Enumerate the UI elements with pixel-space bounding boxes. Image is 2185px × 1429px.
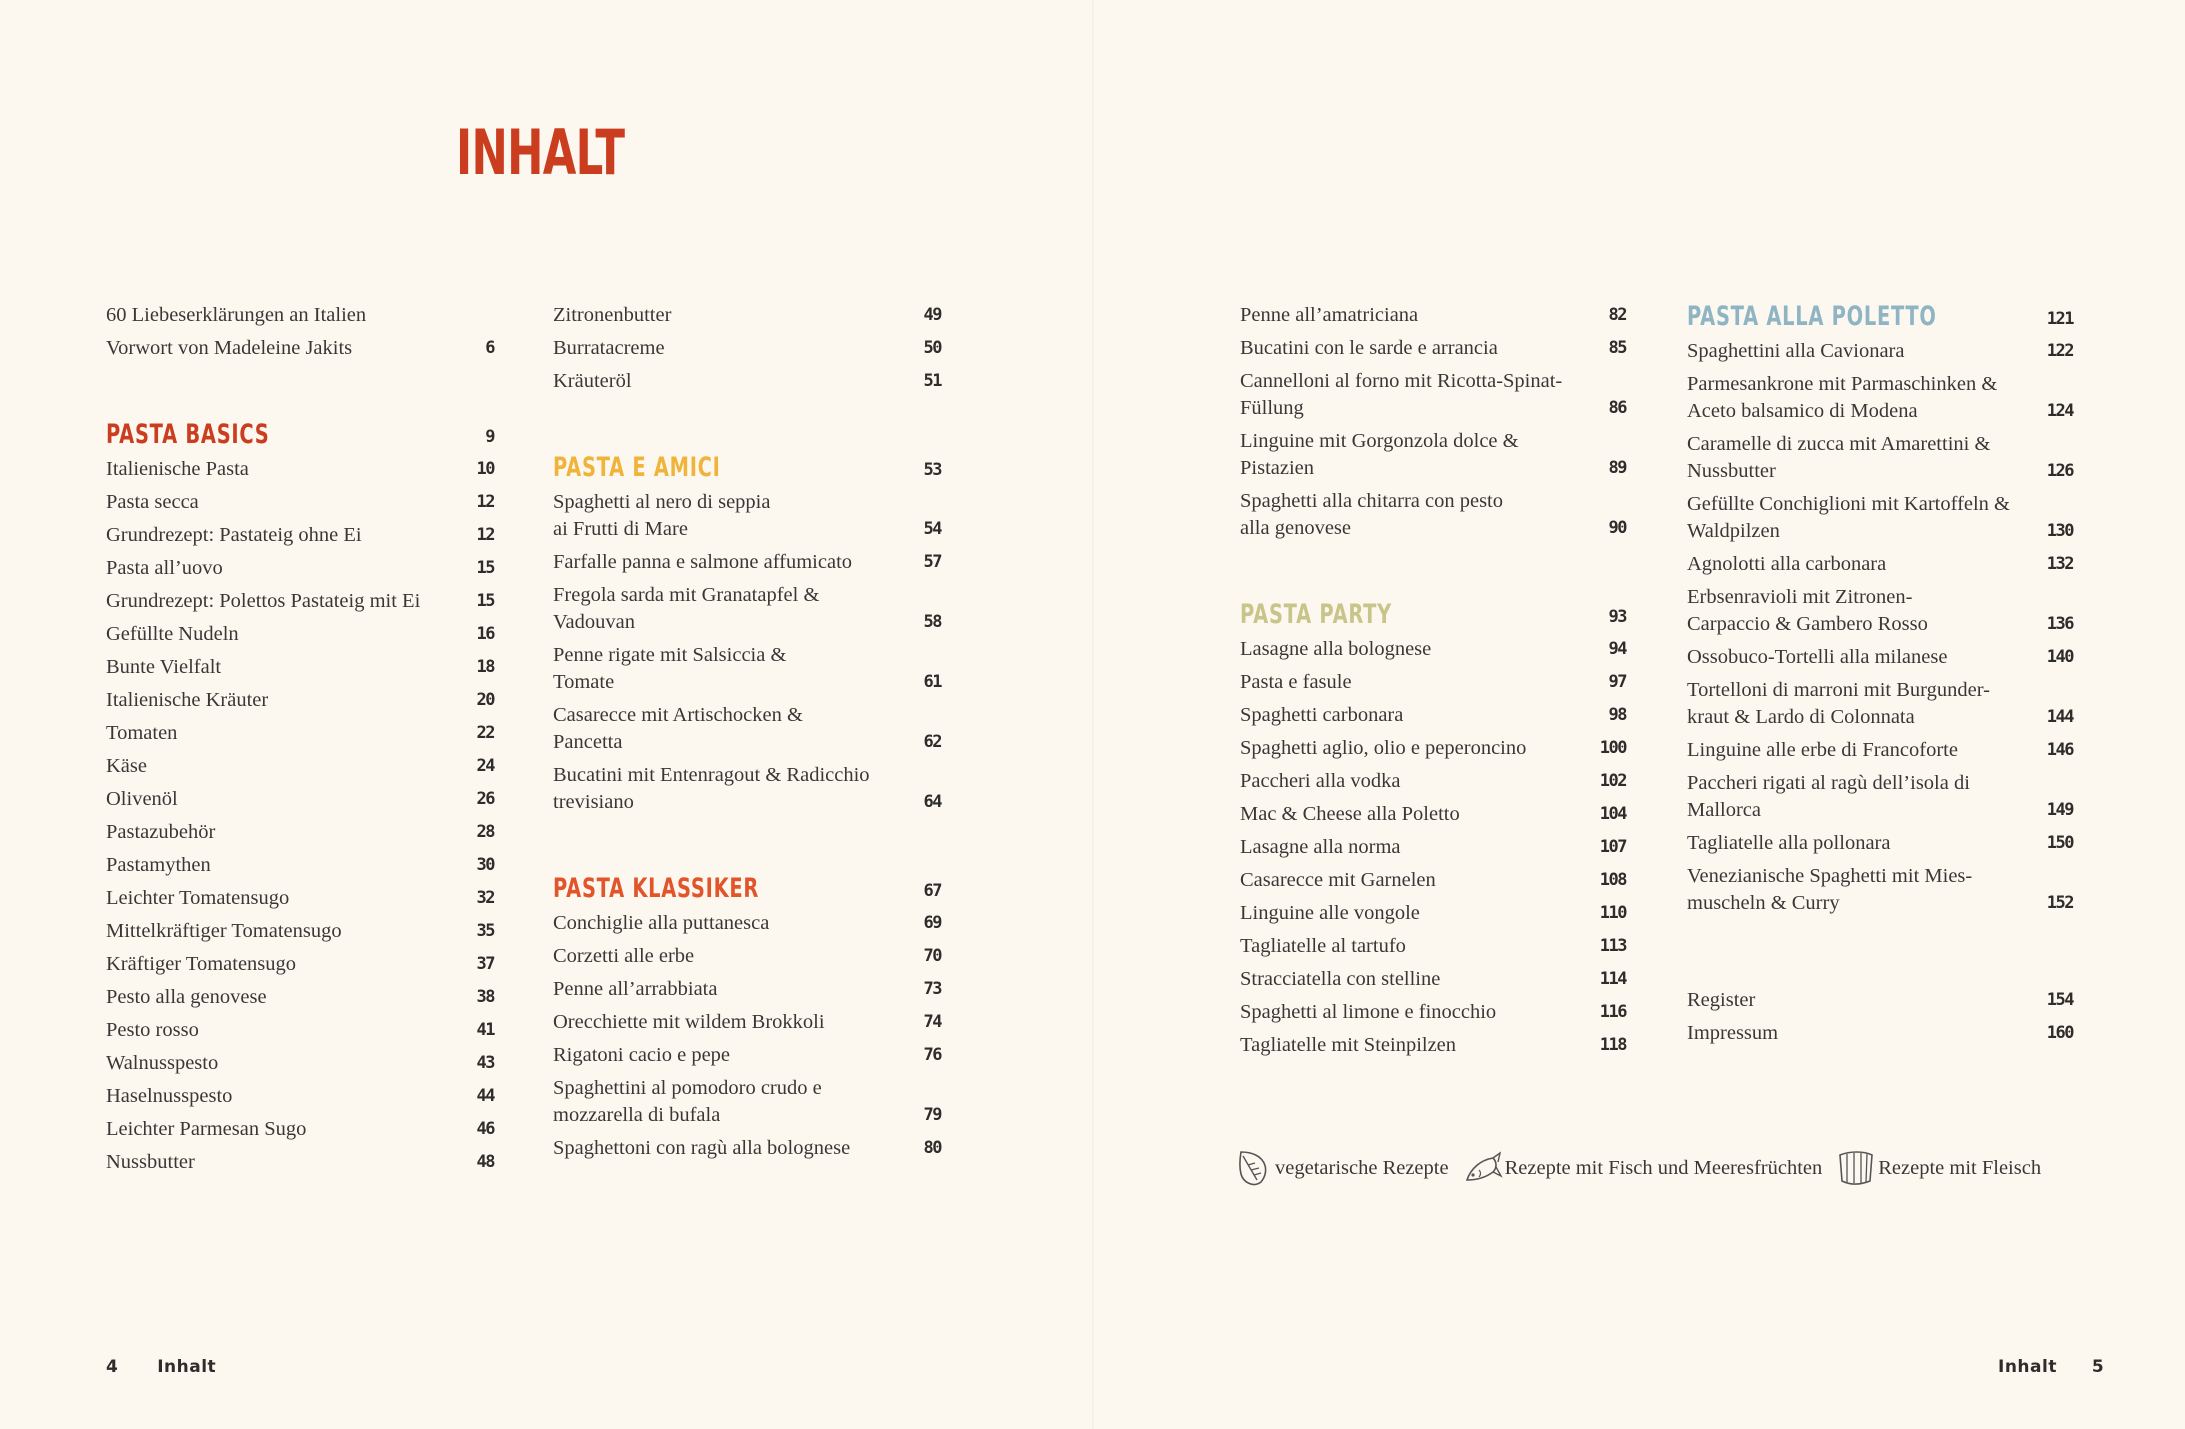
- toc-entry: [106, 489, 494, 516]
- toc-entry-page: 114: [1599, 969, 1626, 989]
- toc-entry-title: 60 Liebeserklärungen an Italien: [106, 304, 367, 326]
- toc-entry-page: 69: [923, 913, 941, 933]
- toc-entry-page: 73: [923, 979, 941, 999]
- toc-entry-page: 64: [923, 792, 941, 812]
- toc-entry: [1687, 431, 2073, 485]
- toc-entry: [1240, 801, 1626, 828]
- toc-entry: [106, 984, 494, 1011]
- toc-entry: [1240, 1032, 1626, 1059]
- toc-entry: [1240, 488, 1626, 542]
- toc-entry: [1240, 636, 1626, 663]
- legend-fish-label: Rezepte mit Fisch und Meeresfrüchten: [1504, 1156, 1823, 1179]
- toc-entry-title: Lasagne alla bolognese: [1240, 638, 1432, 660]
- toc-entry-title: Paccheri rigati al ragù dell’isola di Mallorca: [1687, 772, 1970, 821]
- toc-entry-page: 107: [1599, 837, 1626, 857]
- toc-entry-title: Lasagne alla norma: [1240, 836, 1401, 858]
- toc-entry: [106, 1050, 494, 1077]
- toc-entry-page: 18: [476, 657, 494, 677]
- toc-entry-title: Penne all’amatriciana: [1240, 304, 1419, 326]
- toc-entry-title: Käse: [106, 755, 147, 777]
- toc-entry-page: 140: [2046, 647, 2073, 667]
- toc-entry-page: 97: [1608, 672, 1626, 692]
- toc-entry-title: Grundrezept: Polettos Pastateig mit Ei: [106, 590, 421, 612]
- toc-entry: [1240, 368, 1626, 422]
- toc-entry-page: 12: [476, 492, 494, 512]
- toc-entry: [106, 819, 494, 846]
- toc-entry: [106, 1017, 494, 1044]
- toc-entry: [1240, 867, 1626, 894]
- toc-column-2: [553, 302, 941, 1168]
- toc-entry-title: Gefüllte Nudeln: [106, 623, 239, 645]
- toc-entry-page: 54: [923, 519, 941, 539]
- running-head-left: Inhalt: [157, 1357, 217, 1377]
- toc-entry-title: Pesto rosso: [106, 1019, 199, 1041]
- toc-entry: [1687, 677, 2073, 731]
- toc-entry: [553, 943, 941, 970]
- toc-entry-page: 154: [2046, 990, 2073, 1010]
- section-heading-title: PASTA BASICS: [106, 419, 270, 450]
- toc-entry-title: Tagliatelle mit Steinpilzen: [1240, 1034, 1457, 1056]
- toc-entry-page: 37: [476, 954, 494, 974]
- toc-entry-title: Penne all’arrabbiata: [553, 978, 718, 1000]
- toc-entry-page: 146: [2046, 740, 2073, 760]
- toc-entry: [1240, 335, 1626, 362]
- toc-entry-title: Kräftiger Tomatensugo: [106, 953, 297, 975]
- toc-entry-page: 116: [1599, 1002, 1626, 1022]
- toc-entry-page: 57: [923, 552, 941, 572]
- toc-entry-page: 50: [923, 338, 941, 358]
- section-heading: [553, 872, 941, 906]
- toc-entry-title: Spaghetti alla chitarra con pesto alla genovese: [1240, 490, 1503, 539]
- toc-entry-page: 144: [2046, 707, 2073, 727]
- section-heading-page: 67: [923, 881, 941, 901]
- toc-entry-page: 132: [2046, 554, 2073, 574]
- toc-entry-title: Agnolotti alla carbonara: [1687, 553, 1887, 575]
- toc-entry-title: Grundrezept: Pastateig ohne Ei: [106, 524, 362, 546]
- toc-entry: [106, 522, 494, 549]
- toc-entry-page: 113: [1599, 936, 1626, 956]
- toc-entry: [553, 302, 941, 329]
- toc-entry: [553, 335, 941, 362]
- toc-entry-page: 35: [476, 921, 494, 941]
- toc-entry: [1240, 428, 1626, 482]
- toc-entry: [106, 918, 494, 945]
- section-heading-page: 121: [2046, 309, 2073, 329]
- toc-column-4: [1687, 300, 2073, 1053]
- toc-entry-title: Casarecce mit Garnelen: [1240, 869, 1436, 891]
- fish-icon: [1463, 1150, 1503, 1186]
- toc-entry: [1240, 999, 1626, 1026]
- toc-entry-page: 118: [1599, 1035, 1626, 1055]
- toc-entry-title: Tortelloni di marroni mit Burgunder- kraut & Lardo di Colonnata: [1687, 679, 1990, 728]
- toc-entry: [106, 1083, 494, 1110]
- toc-entry-title: Linguine alle erbe di Francoforte: [1687, 739, 1958, 761]
- legend-meat-label: Rezepte mit Fleisch: [1878, 1156, 2042, 1179]
- toc-entry: [553, 976, 941, 1003]
- toc-entry-title: Conchiglie alla puttanesca: [553, 912, 770, 934]
- toc-entry-title: Pasta secca: [106, 491, 199, 513]
- toc-entry-title: Mac & Cheese alla Poletto: [1240, 803, 1460, 825]
- toc-entry: [553, 762, 941, 816]
- toc-entry: [1240, 768, 1626, 795]
- toc-entry-title: Orecchiette mit wildem Brokkoli: [553, 1011, 825, 1033]
- toc-entry: [553, 642, 941, 696]
- footer-left: [106, 1357, 216, 1377]
- toc-entry-page: 100: [1599, 738, 1626, 758]
- toc-entry-page: 61: [923, 672, 941, 692]
- toc-entry-page: 38: [476, 987, 494, 1007]
- toc-entry: [1687, 737, 2073, 764]
- toc-entry-page: 22: [476, 723, 494, 743]
- toc-entry-page: 58: [923, 612, 941, 632]
- toc-entry-page: 102: [1599, 771, 1626, 791]
- toc-entry-page: 15: [476, 591, 494, 611]
- toc-entry-page: 136: [2046, 614, 2073, 634]
- toc-entry-page: 126: [2046, 461, 2073, 481]
- toc-entry: [1240, 735, 1626, 762]
- toc-entry: [106, 302, 494, 329]
- toc-entry-page: 44: [476, 1086, 494, 1106]
- legend-vegetarian: [1235, 1148, 1449, 1188]
- toc-entry-title: Bucatini con le sarde e arrancia: [1240, 337, 1498, 359]
- toc-entry-title: Penne rigate mit Salsiccia & Tomate: [553, 644, 787, 693]
- toc-entry: [106, 852, 494, 879]
- toc-entry-page: 89: [1608, 458, 1626, 478]
- section-heading: [1687, 300, 2073, 334]
- toc-entry-title: Haselnusspesto: [106, 1085, 233, 1107]
- section-heading: [106, 418, 494, 452]
- toc-entry-page: 122: [2046, 341, 2073, 361]
- toc-entry-title: Tomaten: [106, 722, 178, 744]
- toc-entry-title: Pastazubehör: [106, 821, 216, 843]
- toc-entry: [1687, 863, 2073, 917]
- toc-entry-page: 43: [476, 1053, 494, 1073]
- toc-entry-title: Leichter Tomatensugo: [106, 887, 290, 909]
- toc-entry-page: 150: [2046, 833, 2073, 853]
- toc-entry: [1687, 491, 2073, 545]
- toc-entry: [553, 702, 941, 756]
- legend-meat: [1836, 1149, 2041, 1187]
- toc-entry-page: 15: [476, 558, 494, 578]
- toc-entry-page: 49: [923, 305, 941, 325]
- toc-entry-title: Gefüllte Conchiglioni mit Kartoffeln & Waldpilzen: [1687, 493, 2011, 542]
- toc-entry: [553, 910, 941, 937]
- toc-entry-page: 28: [476, 822, 494, 842]
- toc-entry: [553, 549, 941, 576]
- toc-entry: [1240, 669, 1626, 696]
- toc-entry: [1687, 1020, 2073, 1047]
- toc-entry: [1687, 770, 2073, 824]
- toc-column-3: [1240, 302, 1626, 1065]
- toc-entry-title: Burratacreme: [553, 337, 665, 359]
- toc-entry-title: Italienische Kräuter: [106, 689, 269, 711]
- toc-entry: [106, 456, 494, 483]
- section-heading-page: 9: [485, 427, 494, 447]
- toc-entry-title: Spaghetti aglio, olio e peperoncino: [1240, 737, 1527, 759]
- toc-entry: [553, 1075, 941, 1129]
- toc-entry: [553, 582, 941, 636]
- section-heading-page: 93: [1608, 607, 1626, 627]
- toc-entry-title: Paccheri alla vodka: [1240, 770, 1401, 792]
- section-heading: [1240, 598, 1626, 632]
- toc-entry: [1240, 900, 1626, 927]
- toc-entry-title: Ossobuco-Tortelli alla milanese: [1687, 646, 1948, 668]
- toc-entry: [106, 786, 494, 813]
- toc-entry-title: Olivenöl: [106, 788, 178, 810]
- page-title: INHALT: [456, 116, 625, 189]
- toc-entry: [1240, 966, 1626, 993]
- toc-entry: [1240, 302, 1626, 329]
- section-heading-title: PASTA E AMICI: [553, 452, 721, 483]
- toc-entry-page: 10: [476, 459, 494, 479]
- toc-entry-title: Spaghettini al pomodoro crudo e mozzarella di bufala: [553, 1077, 822, 1126]
- folio-right: 5: [2091, 1357, 2105, 1377]
- toc-entry-page: 32: [476, 888, 494, 908]
- toc-entry-title: Impressum: [1687, 1022, 1779, 1044]
- toc-entry-page: 12: [476, 525, 494, 545]
- toc-entry: [1687, 551, 2073, 578]
- toc-entry-title: Italienische Pasta: [106, 458, 249, 480]
- toc-entry: [106, 621, 494, 648]
- legend-vegetarian-label: vegetarische Rezepte: [1275, 1156, 1449, 1179]
- toc-entry-page: 16: [476, 624, 494, 644]
- toc-entry-title: Pasta all’uovo: [106, 557, 223, 579]
- toc-entry: [106, 885, 494, 912]
- toc-entry: [1687, 644, 2073, 671]
- toc-entry-title: Venezianische Spaghetti mit Mies- muscheln & Curry: [1687, 865, 1973, 914]
- toc-entry: [106, 1149, 494, 1176]
- section-heading-title: PASTA ALLA POLETTO: [1687, 301, 1937, 332]
- section-heading: [553, 451, 941, 485]
- toc-entry-page: 94: [1608, 639, 1626, 659]
- toc-entry-page: 82: [1608, 305, 1626, 325]
- toc-entry-page: 24: [476, 756, 494, 776]
- toc-entry-page: 152: [2046, 893, 2073, 913]
- toc-entry-page: 20: [476, 690, 494, 710]
- toc-entry-title: Zitronenbutter: [553, 304, 672, 326]
- toc-entry-title: Nussbutter: [106, 1151, 195, 1173]
- toc-entry: [1240, 702, 1626, 729]
- toc-entry-page: 6: [485, 338, 494, 358]
- toc-entry-page: 98: [1608, 705, 1626, 725]
- toc-entry-title: Farfalle panna e salmone affumicato: [553, 551, 853, 573]
- toc-entry: [106, 687, 494, 714]
- legend-fish: [1463, 1150, 1823, 1186]
- toc-entry-page: 130: [2046, 521, 2073, 541]
- toc-entry: [106, 753, 494, 780]
- toc-entry: [1240, 933, 1626, 960]
- toc-entry-page: 48: [476, 1152, 494, 1172]
- toc-entry: [1687, 338, 2073, 365]
- toc-entry-title: Vorwort von Madeleine Jakits: [106, 337, 353, 359]
- toc-entry-page: 41: [476, 1020, 494, 1040]
- toc-entry-page: 76: [923, 1045, 941, 1065]
- toc-entry-title: Mittelkräftiger Tomatensugo: [106, 920, 342, 942]
- toc-entry-page: 110: [1599, 903, 1626, 923]
- toc-entry-title: Spaghettini alla Cavionara: [1687, 340, 1905, 362]
- toc-entry: [106, 335, 494, 362]
- toc-entry-page: 86: [1608, 398, 1626, 418]
- toc-entry: [1687, 987, 2073, 1014]
- toc-entry-title: Linguine mit Gorgonzola dolce & Pistazien: [1240, 430, 1519, 479]
- toc-entry-title: Pasta e fasule: [1240, 671, 1352, 693]
- running-head-right: Inhalt: [1998, 1357, 2057, 1377]
- toc-entry: [553, 368, 941, 395]
- recipe-legend: [1235, 1148, 2055, 1188]
- toc-entry-page: 90: [1608, 518, 1626, 538]
- toc-entry-page: 160: [2046, 1023, 2073, 1043]
- toc-entry: [553, 489, 941, 543]
- toc-entry-page: 62: [923, 732, 941, 752]
- toc-entry-title: Spaghetti al nero di seppia ai Frutti di Mare: [553, 491, 771, 540]
- section-heading-page: 53: [923, 460, 941, 480]
- toc-entry-page: 30: [476, 855, 494, 875]
- toc-entry-title: Stracciatella con stelline: [1240, 968, 1441, 990]
- toc-entry-title: Spaghetti al limone e finocchio: [1240, 1001, 1497, 1023]
- folio-left: 4: [106, 1357, 119, 1377]
- toc-entry-title: Casarecce mit Artischocken & Pancetta: [553, 704, 803, 753]
- toc-entry-title: Bucatini mit Entenragout & Radicchio trevisiano: [553, 764, 870, 813]
- toc-entry: [106, 720, 494, 747]
- toc-entry-page: 70: [923, 946, 941, 966]
- toc-entry: [106, 555, 494, 582]
- section-heading-title: PASTA KLASSIKER: [553, 873, 760, 904]
- toc-entry-title: Erbsenravioli mit Zitronen- Carpaccio & Gambero Rosso: [1687, 586, 1928, 635]
- toc-entry-title: Caramelle di zucca mit Amarettini & Nussbutter: [1687, 433, 1991, 482]
- leaf-icon: [1235, 1148, 1273, 1188]
- toc-entry-page: 80: [923, 1138, 941, 1158]
- toc-entry-title: Tagliatelle alla pollonara: [1687, 832, 1891, 854]
- toc-entry: [1687, 371, 2073, 425]
- toc-entry-title: Pesto alla genovese: [106, 986, 267, 1008]
- toc-entry: [106, 951, 494, 978]
- toc-entry: [1687, 830, 2073, 857]
- toc-entry-title: Corzetti alle erbe: [553, 945, 695, 967]
- spread-gutter: [1092, 0, 1094, 1429]
- toc-entry-page: 149: [2046, 800, 2073, 820]
- meat-icon: [1836, 1149, 1876, 1187]
- footer-right: [1998, 1357, 2104, 1377]
- toc-entry: [553, 1009, 941, 1036]
- section-heading-title: PASTA PARTY: [1240, 599, 1392, 630]
- toc-entry-page: 51: [923, 371, 941, 391]
- toc-entry-title: Kräuteröl: [553, 370, 632, 392]
- toc-entry-title: Fregola sarda mit Granatapfel & Vadouvan: [553, 584, 820, 633]
- toc-entry-title: Register: [1687, 989, 1756, 1011]
- toc-entry-title: Walnusspesto: [106, 1052, 219, 1074]
- toc-entry-title: Rigatoni cacio e pepe: [553, 1044, 731, 1066]
- toc-entry-title: Linguine alle vongole: [1240, 902, 1420, 924]
- toc-entry-page: 26: [476, 789, 494, 809]
- toc-entry-title: Leichter Parmesan Sugo: [106, 1118, 307, 1140]
- toc-entry-page: 108: [1599, 870, 1626, 890]
- toc-entry: [106, 1116, 494, 1143]
- toc-entry: [553, 1042, 941, 1069]
- toc-entry-title: Pastamythen: [106, 854, 211, 876]
- toc-entry: [106, 588, 494, 615]
- toc-entry-title: Cannelloni al forno mit Ricotta-Spinat- Füllung: [1240, 370, 1563, 419]
- toc-entry-title: Spaghettoni con ragù alla bolognese: [553, 1137, 851, 1159]
- toc-entry-title: Spaghetti carbonara: [1240, 704, 1404, 726]
- toc-column-1: [106, 302, 494, 1182]
- toc-entry-page: 79: [923, 1105, 941, 1125]
- toc-entry: [553, 1135, 941, 1162]
- toc-entry-title: Parmesankrone mit Parmaschinken & Aceto balsamico di Modena: [1687, 373, 1998, 422]
- toc-entry-page: 104: [1599, 804, 1626, 824]
- toc-entry: [1687, 584, 2073, 638]
- toc-entry: [106, 654, 494, 681]
- toc-entry-title: Tagliatelle al tartufo: [1240, 935, 1406, 957]
- toc-entry-page: 46: [476, 1119, 494, 1139]
- toc-entry-title: Bunte Vielfalt: [106, 656, 222, 678]
- toc-entry: [1240, 834, 1626, 861]
- toc-entry-page: 74: [923, 1012, 941, 1032]
- toc-entry-page: 124: [2046, 401, 2073, 421]
- toc-entry-page: 85: [1608, 338, 1626, 358]
